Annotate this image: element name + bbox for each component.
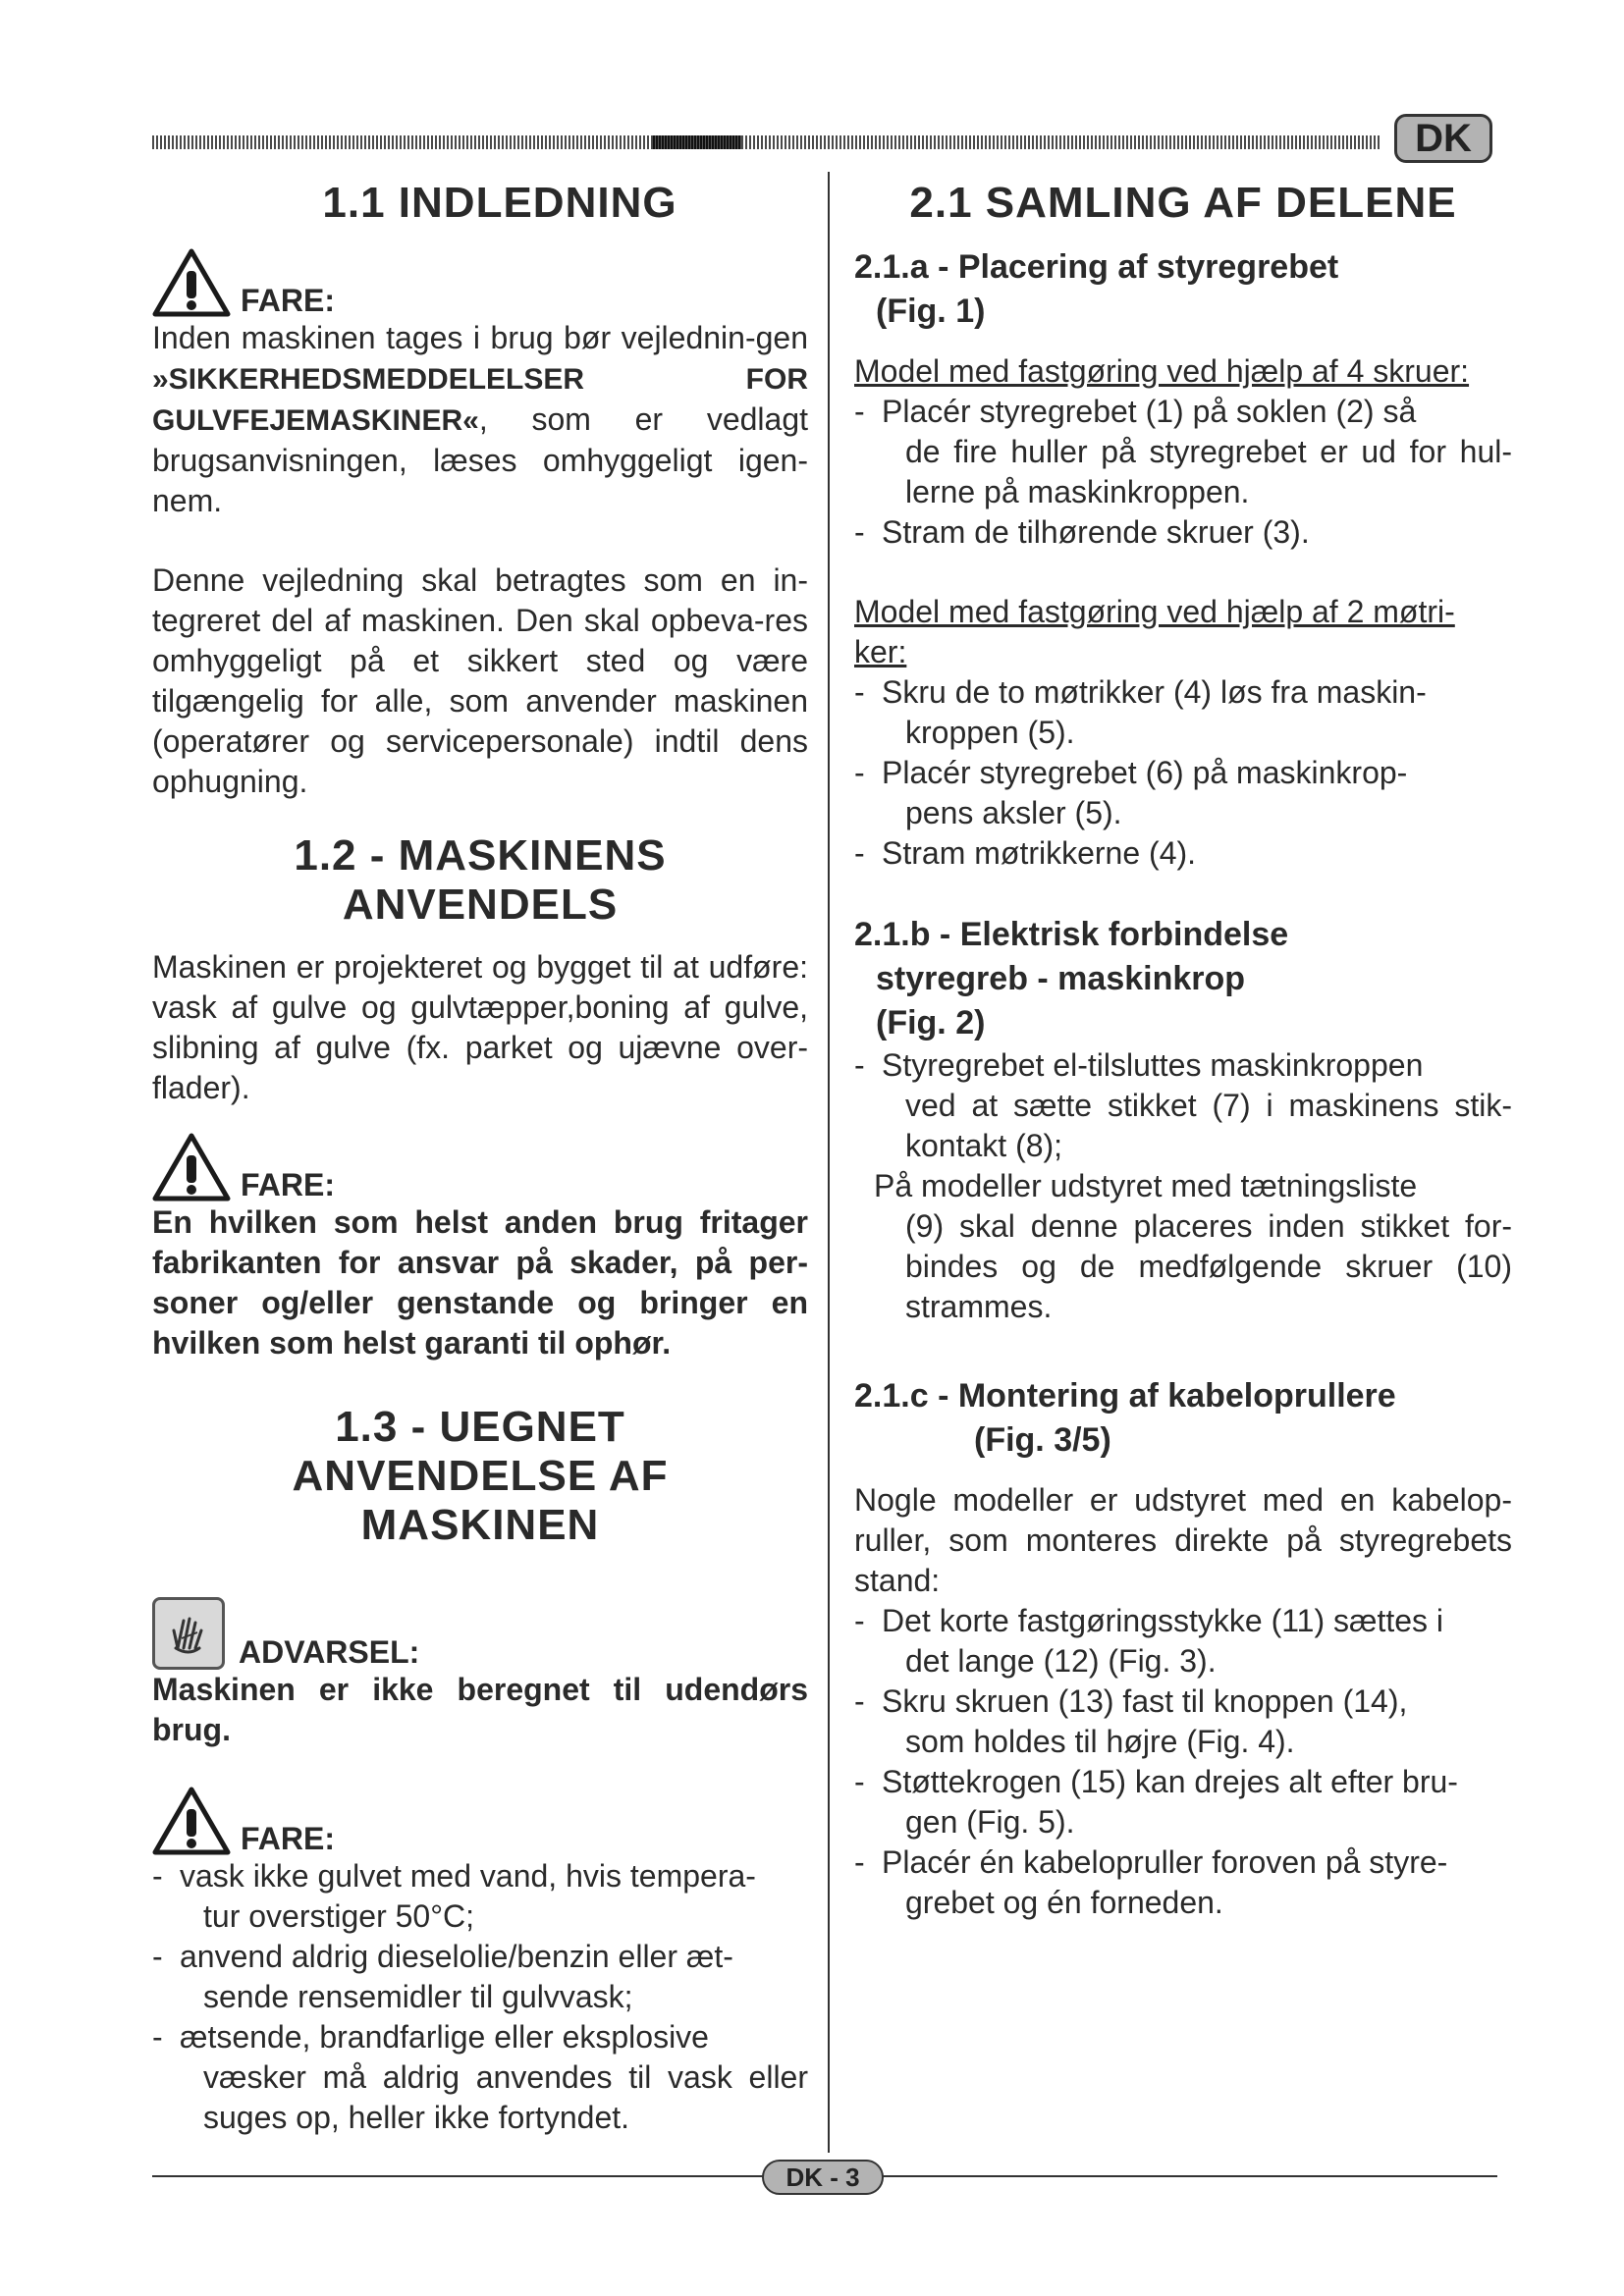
model-4-screws-label: Model med fastgøring ved hjælp af 4 skruer: bbox=[854, 353, 1470, 389]
warning-1-text bbox=[152, 318, 808, 521]
warning-block-2-header bbox=[152, 1120, 808, 1202]
list-item: - Styregrebet el-tilsluttes maskinkroppen ved at sætte stikket (7) i maskinens stik-kontakt (8); bbox=[854, 1045, 1512, 1166]
subsection-2-1-a-title-line1: 2.1.a - Placering af styregrebet bbox=[854, 248, 1339, 286]
caution-hand-icon bbox=[152, 1597, 225, 1670]
cable-reel-list bbox=[854, 1601, 1512, 1923]
list-item: - Skru de to møtrikker (4) løs fra maskin- kroppen (5). bbox=[854, 672, 1512, 753]
subsection-2-1-c-title-line1: 2.1.c - Montering af kabeloprullere bbox=[854, 1377, 1396, 1415]
seal-strip-paragraph: På modeller udstyret med tætningsliste (9) skal denne placeres inden stikket for-bindes og de medfølgende skruer (10) strammes. bbox=[874, 1168, 1512, 1324]
subsection-2-1-b-title-line3: (Fig. 2) bbox=[876, 1004, 986, 1041]
section-1-2-title-line2: ANVENDELS bbox=[342, 881, 619, 929]
list-item: - Stram de tilhørende skruer (3). bbox=[854, 512, 1512, 553]
list-item: - Placér styregrebet (1) på soklen (2) så de fire huller på styregrebet er ud for hul-lerne på maskinkroppen. bbox=[854, 392, 1512, 512]
section-1-2-title-line1: 1.2 - MASKINENS bbox=[294, 831, 667, 880]
column-divider bbox=[828, 172, 830, 2153]
section-1-3-title-line2: ANVENDELSE AF bbox=[292, 1452, 669, 1500]
list-item: - Det korte fastgøringsstykke (11) sættes i det lange (12) (Fig. 3). bbox=[854, 1601, 1512, 1682]
page-number: DK - 3 bbox=[762, 2160, 884, 2195]
section-1-3-title-line1: 1.3 - UEGNET bbox=[335, 1403, 625, 1451]
warning-1-text-c: , som er vedlagt brugsanvisningen, læses omhyggeligt igen-nem. bbox=[152, 401, 808, 518]
list-item: - Placér én kabelopruller foroven på styre- grebet og én forneden. bbox=[854, 1842, 1512, 1923]
warning-label: FARE: bbox=[241, 1821, 335, 1856]
warning-1-text-a: Inden maskinen tages i brug bør vejlednin-gen bbox=[152, 320, 808, 355]
list-item: - ætsende, brandfarlige eller eksplosive væsker må aldrig anvendes til vask eller suges op, heller ikke fortyndet. bbox=[152, 2017, 808, 2138]
model-2-nuts-label: Model med fastgøring ved hjælp af 2 møtri- ker: bbox=[854, 594, 1455, 669]
caution-text: Maskinen er ikke beregnet til udendørs brug. bbox=[152, 1672, 808, 1747]
warning-3-list bbox=[152, 1856, 808, 2138]
warning-2-text: En hvilken som helst anden brug fritager fabrikanten for ansvar på skader, på per-soner og/eller genstande og bringer en hvilken som helst garanti til ophør. bbox=[152, 1204, 808, 1361]
caution-label: ADVARSEL: bbox=[239, 1634, 420, 1670]
list-item: - anvend aldrig dieselolie/benzin eller æt- sende rensemidler til gulvvask; bbox=[152, 1937, 808, 2017]
warning-triangle-icon bbox=[152, 1786, 231, 1856]
warning-block-3-header bbox=[152, 1774, 808, 1856]
hand-icon bbox=[164, 1609, 213, 1658]
list-item: - Støttekrogen (15) kan drejes alt efter bru- gen (Fig. 5). bbox=[854, 1762, 1512, 1842]
warning-triangle-icon bbox=[152, 247, 231, 318]
left-column bbox=[152, 179, 808, 2138]
warning-label: FARE: bbox=[241, 1167, 335, 1202]
header-rule bbox=[152, 135, 1380, 149]
list-item: - Stram møtrikkerne (4). bbox=[854, 833, 1512, 874]
list-item: - vask ikke gulvet med vand, hvis tempera- tur overstiger 50°C; bbox=[152, 1856, 808, 1937]
cable-reel-paragraph: Nogle modeller er udstyret med en kabelop-ruller, som monteres direkte på styregrebets stand: bbox=[854, 1482, 1512, 1598]
section-1-1-title: 1.1 INDLEDNING bbox=[322, 179, 677, 227]
intro-paragraph: Denne vejledning skal betragtes som en in-tegreret del af maskinen. Den skal opbeva-res omhyggeligt på et sikkert sted og være tilgængelig for alle, som anvender maskinen (operatører og servicepersonale) indtil dens ophugning. bbox=[152, 562, 808, 799]
warning-triangle-icon bbox=[152, 1132, 231, 1202]
language-badge: DK bbox=[1394, 114, 1492, 163]
subsection-2-1-b-title-line1: 2.1.b - Elektrisk forbindelse bbox=[854, 916, 1289, 953]
model-2-nuts-list bbox=[854, 672, 1512, 874]
section-1-3-title-line3: MASKINEN bbox=[360, 1501, 600, 1549]
subsection-2-1-c-title-line2: (Fig. 3/5) bbox=[974, 1421, 1111, 1459]
subsection-2-1-b-title-line2: styregreb - maskinkrop bbox=[876, 960, 1246, 997]
model-4-screws-list bbox=[854, 392, 1512, 553]
warning-block-1-header bbox=[152, 236, 808, 318]
warning-1-text-bold: »SIKKERHEDSMEDDELELSER FOR GULVFEJEMASKINER« bbox=[152, 363, 808, 437]
list-item: - Skru skruen (13) fast til knoppen (14), som holdes til højre (Fig. 4). bbox=[854, 1682, 1512, 1762]
caution-block-header bbox=[152, 1579, 808, 1670]
electrical-list bbox=[854, 1045, 1512, 1166]
right-column bbox=[854, 179, 1512, 1923]
usage-paragraph: Maskinen er projekteret og bygget til at udføre: vask af gulve og gulvtæpper,boning af gulve, slibning af gulve (fx. parket og ujævne over-flader). bbox=[152, 949, 808, 1105]
subsection-2-1-a-title-line2: (Fig. 1) bbox=[876, 293, 986, 330]
warning-label: FARE: bbox=[241, 283, 335, 318]
list-item: - Placér styregrebet (6) på maskinkrop- pens aksler (5). bbox=[854, 753, 1512, 833]
section-2-1-title: 2.1 SAMLING AF DELENE bbox=[909, 179, 1457, 227]
